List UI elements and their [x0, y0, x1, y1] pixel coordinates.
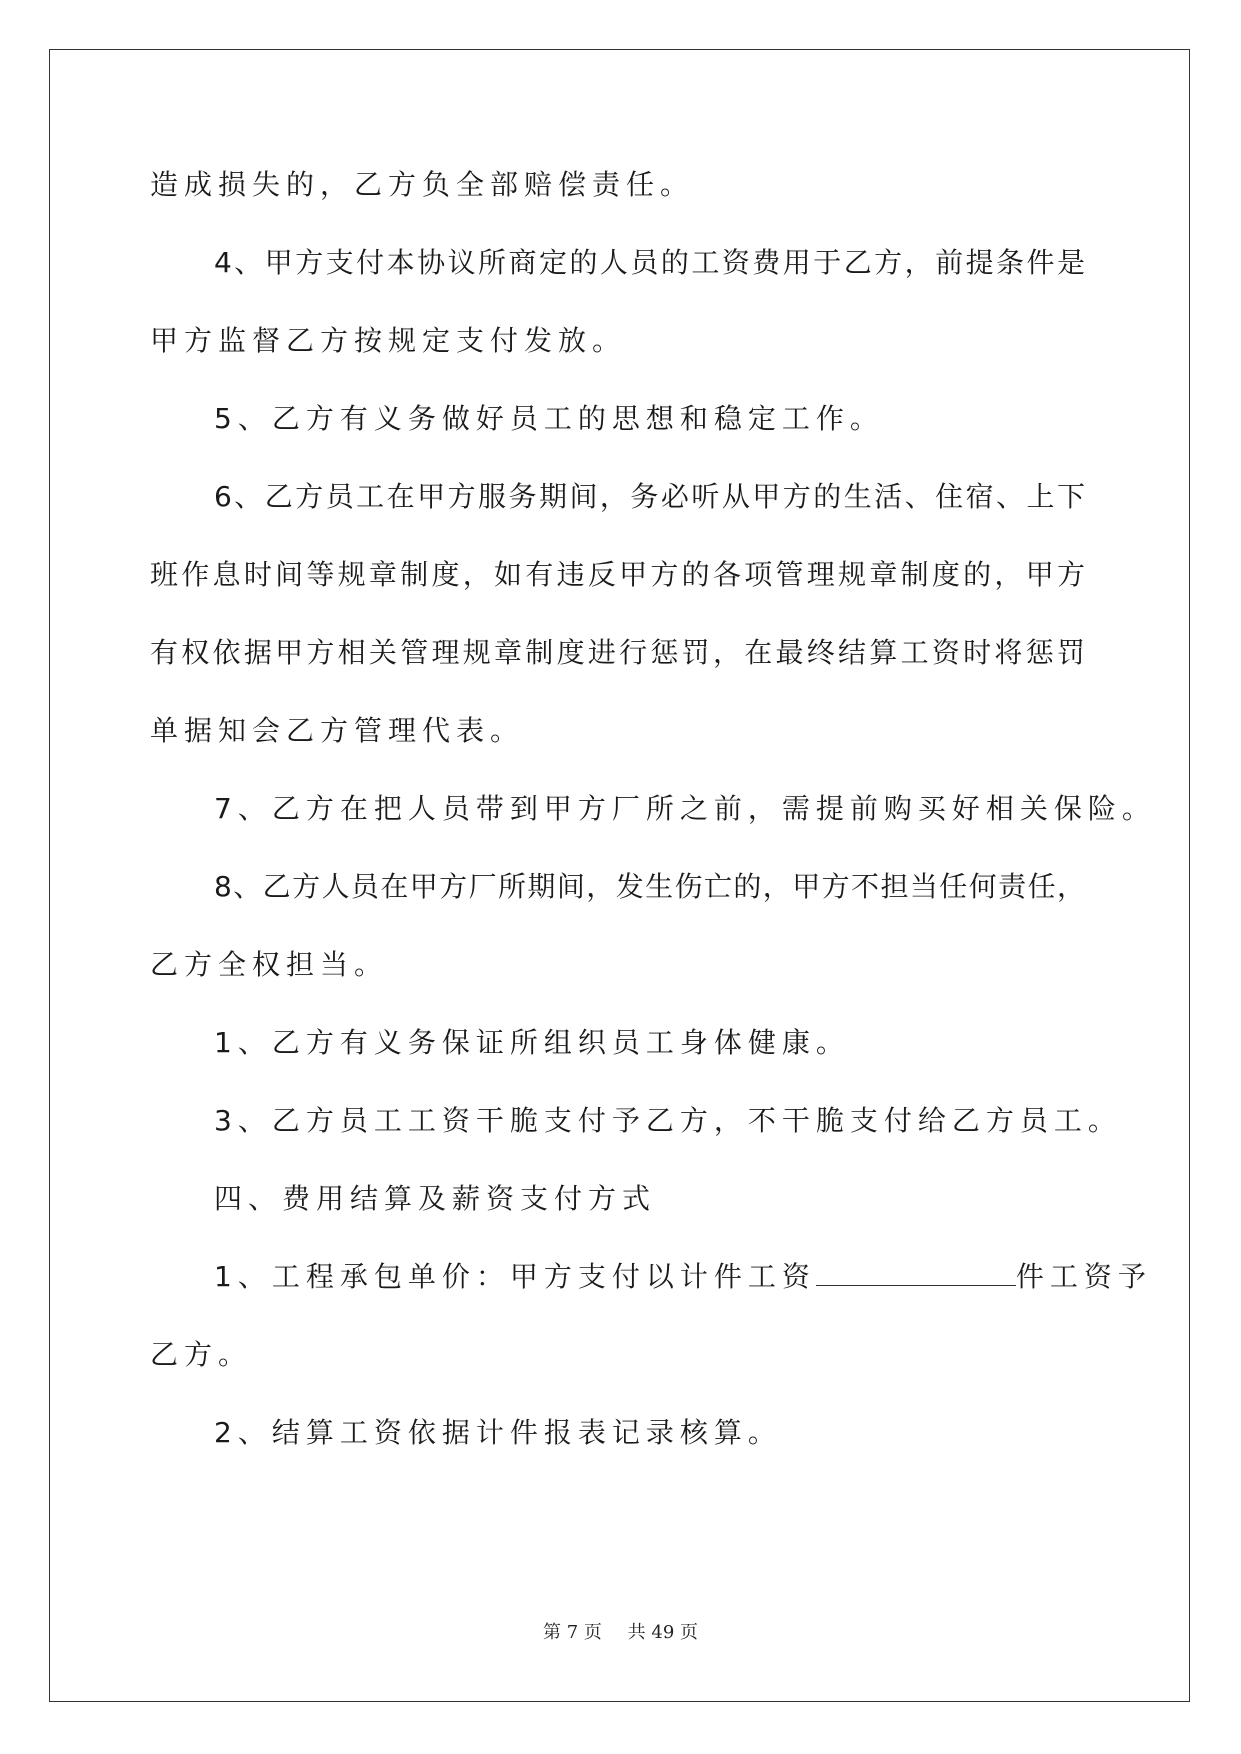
text-line: 2、结算工资依据计件报表记录核算。: [214, 1416, 782, 1449]
text-line: 造成损失的，乙方负全部赔偿责任。: [150, 168, 695, 201]
text-line: 乙方全权担当。: [150, 948, 389, 981]
text-line: 7、乙方在把人员带到甲方厂所之前，需提前购买好相关保险。: [214, 792, 1156, 825]
text-line: 4、甲方支付本协议所商定的人员的工资费用于乙方，前提条件是: [214, 246, 1085, 279]
text-line: 3、乙方员工工资干脆支付予乙方，不干脆支付给乙方员工。: [214, 1104, 1122, 1137]
text-line: 8、乙方人员在甲方厂所期间，发生伤亡的，甲方不担当任何责任，: [214, 870, 1085, 903]
text-line: 6、乙方员工在甲方服务期间，务必听从甲方的生活、住宿、上下: [214, 480, 1085, 513]
page-number: 第 7 页: [543, 1622, 602, 1643]
text-line: 1、乙方有义务保证所组织员工身体健康。: [214, 1026, 850, 1059]
text-line: 5、乙方有义务做好员工的思想和稳定工作。: [214, 402, 884, 435]
page-footer: [0, 1618, 1241, 1644]
text-line-with-blank: [214, 1257, 1152, 1297]
fill-in-blank: [816, 1259, 1016, 1286]
text-line: 甲方监督乙方按规定支付发放。: [150, 324, 627, 357]
text-segment: 1、工程承包单价：甲方支付以计件工资: [214, 1260, 816, 1293]
text-line: 单据知会乙方管理代表。: [150, 714, 525, 747]
section-heading: 四、费用结算及薪资支付方式: [214, 1182, 657, 1215]
text-segment: 件工资予: [1015, 1260, 1152, 1293]
text-line: 乙方。: [150, 1338, 253, 1371]
text-line: 班作息时间等规章制度，如有违反甲方的各项管理规章制度的，甲方: [150, 558, 1085, 591]
page-total: 共 49 页: [627, 1622, 698, 1643]
text-line: 有权依据甲方相关管理规章制度进行惩罚，在最终结算工资时将惩罚: [150, 636, 1085, 669]
